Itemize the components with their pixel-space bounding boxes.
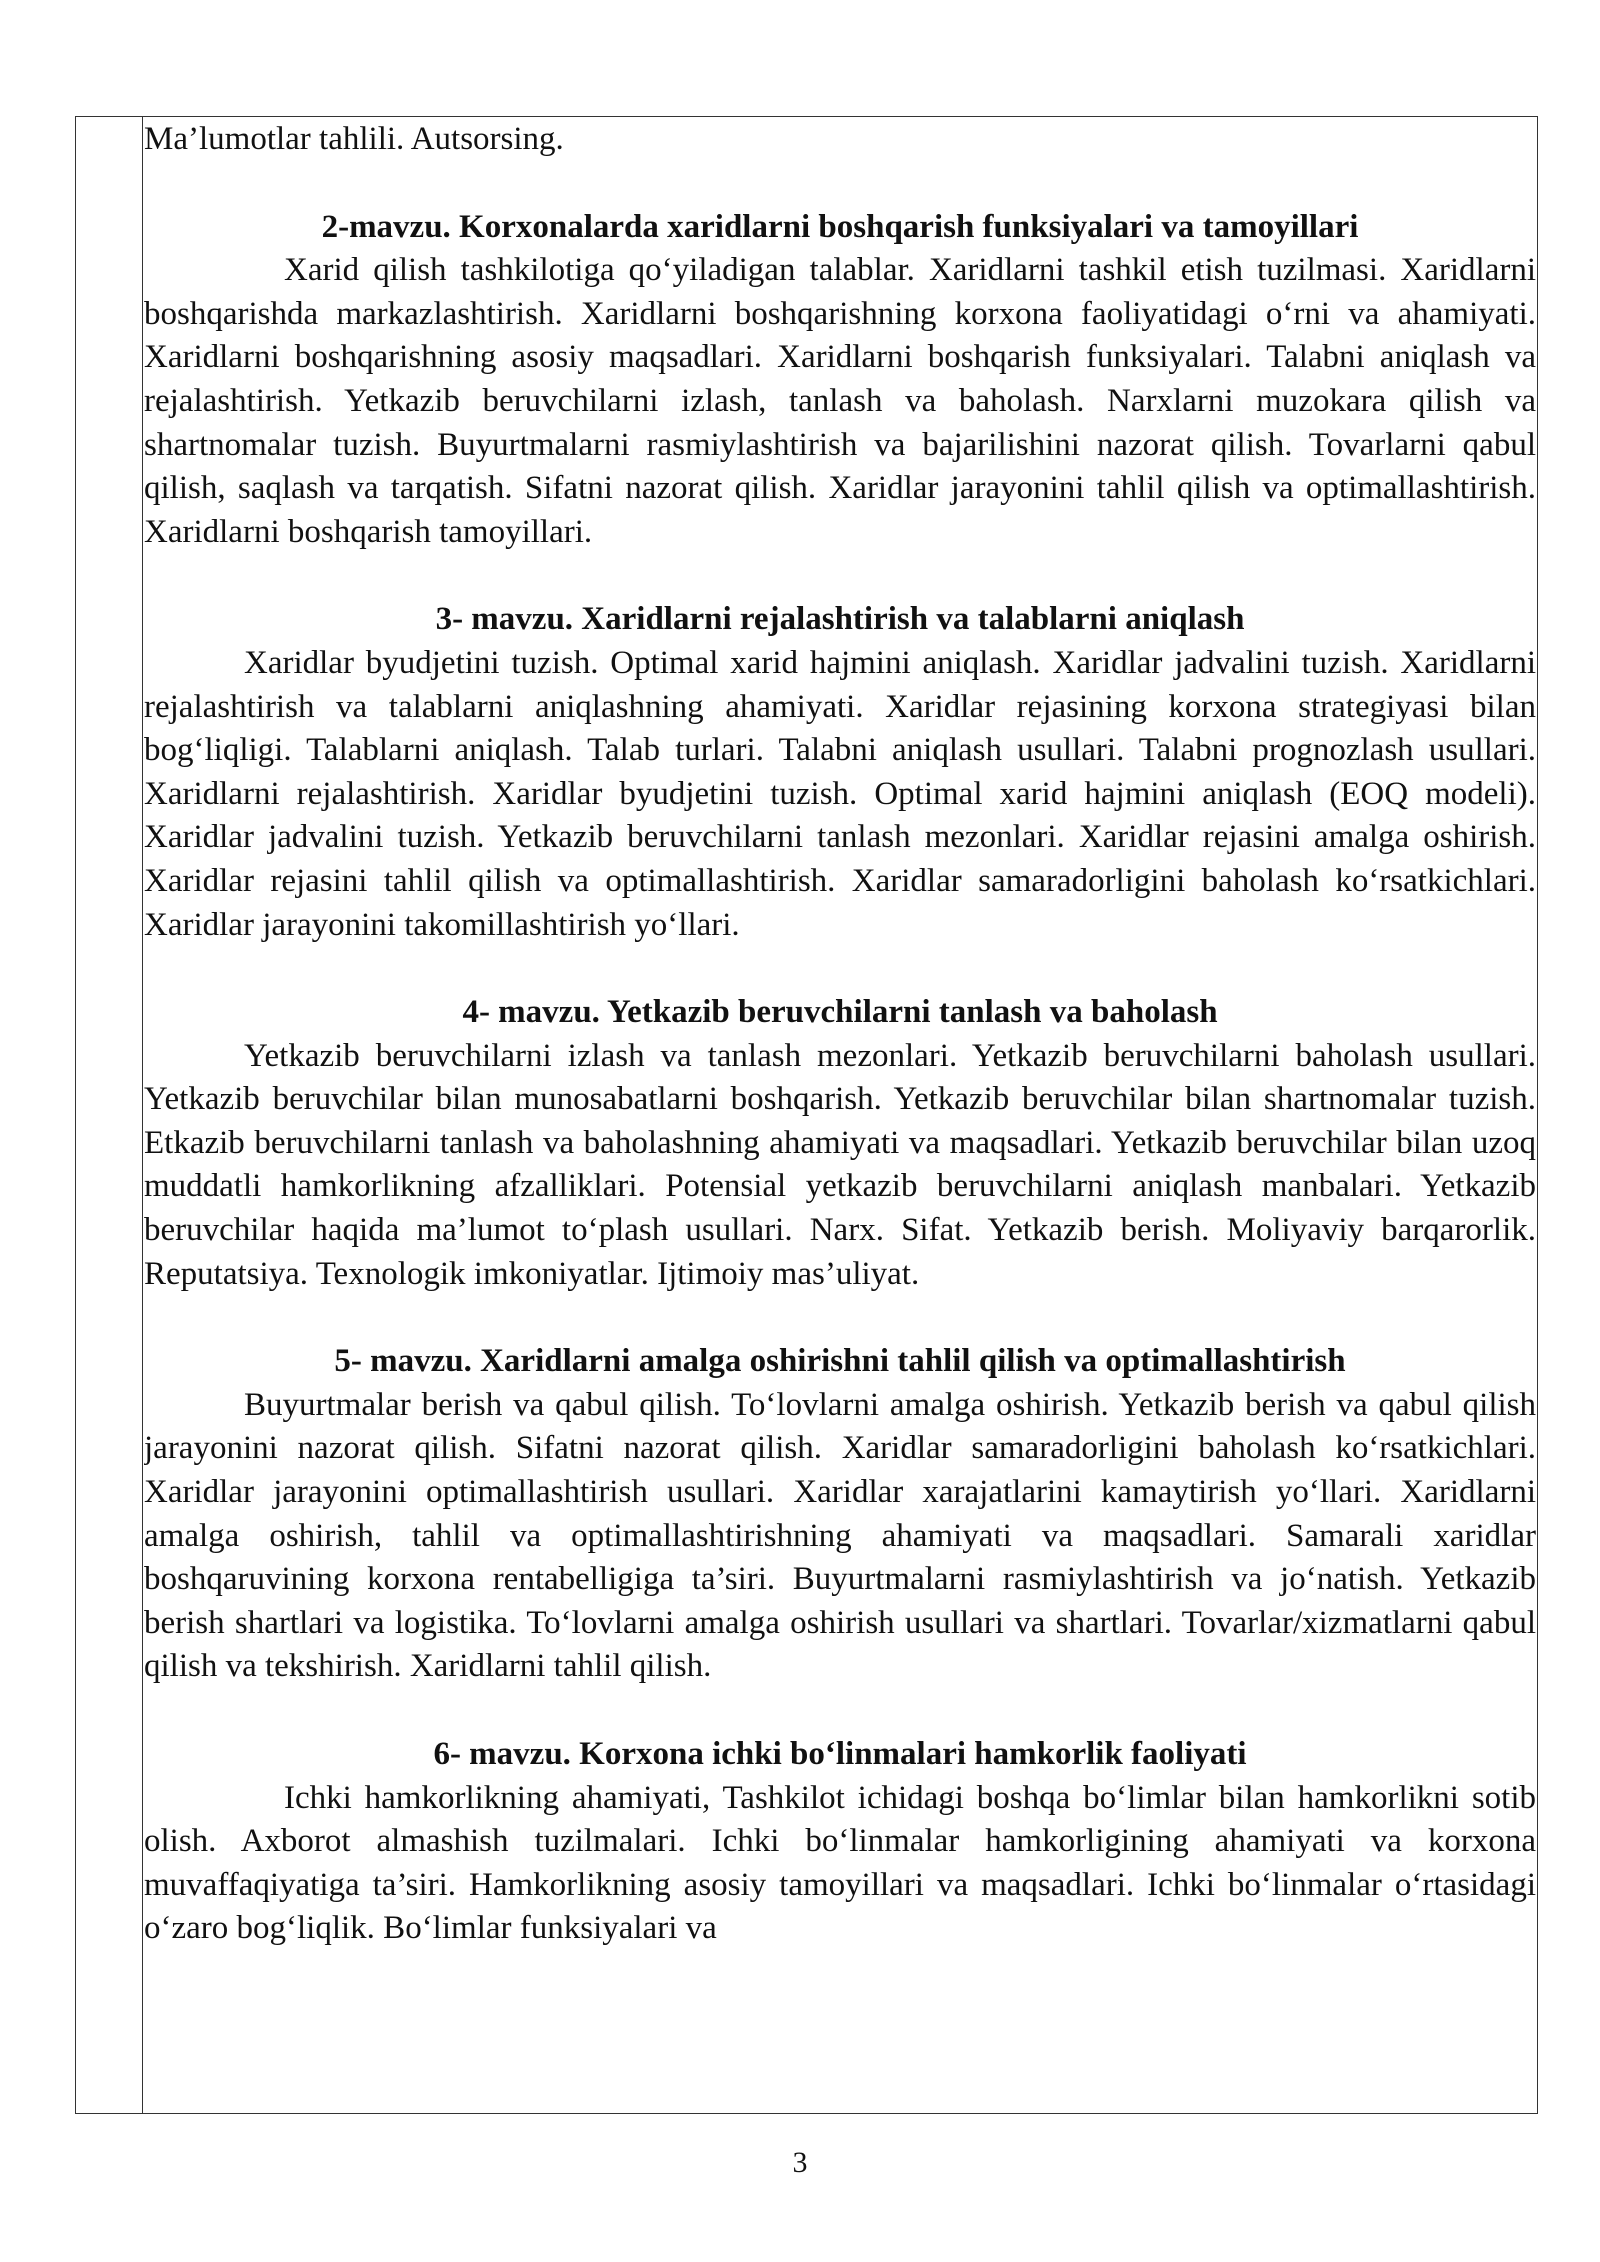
section-body-4: Yetkazib beruvchilarni izlash va tanlash mezonlari. Yetkazib beruvchilarni baholash usullari. Yetkazib beruvchilar bilan munosabatlarni boshqarish. Yetkazib beruvchilar bilan shartnomalar tuzish. Etkazib beruvchilarni tanlash va baholashning ahamiyati va maqsadlari. Yetkazib beruvchilar bilan uzoq muddatli hamkorlikning afzalliklari. Potensial yetkazib beruvchilarni aniqlash manbalari. Yetkazib beruvchilar haqida ma’lumot to‘plash usullari. Narx. Sifat. Yetkazib berish. Moliyaviy barqarorlik. Reputatsiya. Texnologik imkoniyatlar. Ijtimoiy mas’uliyat. — [144, 1037, 1536, 1292]
table-content-cell — [144, 118, 1536, 2112]
section-body-3: Xaridlar byudjetini tuzish. Optimal xarid hajmini aniqlash. Xaridlar jadvalini tuzish. Xaridlarni rejalashtirish va talablarni aniqlashning ahamiyati. Xaridlar rejasining korxona strategiyasi bilan bog‘liqligi. Talablarni aniqlash. Talab turlari. Talabni aniqlash usullari. Talabni prognozlash usullari. Xaridlarni rejalashtirish. Xaridlar byudjetini tuzish. Optimal xarid hajmini aniqlash (EOQ modeli). Xaridlar jadvalini tuzish. Yetkazib beruvchilarni tanlash mezonlari. Xaridlar rejasini amalga oshirish. Xaridlar rejasini tahlil qilish va optimallashtirish. Xaridlar samaradorligini baholash ko‘rsatkichlari. Xaridlar jarayonini takomillashtirish yo‘llari. — [144, 644, 1536, 943]
section-body-5: Buyurtmalar berish va qabul qilish. To‘lovlarni amalga oshirish. Yetkazib berish va qabul qilish jarayonini nazorat qilish. Sifatni nazorat qilish. Xaridlar samaradorligini baholash ko‘rsatkichlari. Xaridlar jarayonini optimallashtirish usullari. Xaridlar xarajatlarini kamaytirish yo‘llari. Xaridlarni amalga oshirish, tahlil va optimallashtirishning ahamiyati va maqsadlari. Samarali xaridlar boshqaruvining korxona rentabelligiga ta’siri. Buyurtmalarni rasmiylashtirish va jo‘natish. Yetkazib berish shartlari va logistika. To‘lovlarni amalga oshirish usullari va shartlari. Tovarlar/xizmatlarni qabul qilish va tekshirish. Xaridlarni tahlil qilish. — [144, 1386, 1536, 1685]
section-body-2: Xarid qilish tashkilotiga qo‘yiladigan talablar. Xaridlarni tashkil etish tuzilmasi. Xaridlarni boshqarishda markazlashtirish. Xaridlarni boshqarishning korxona faoliyatidagi o‘rni va ahamiyati. Xaridlarni boshqarishning asosiy maqsadlari. Xaridlarni boshqarish funksiyalari. Talabni aniqlash va rejalashtirish. Yetkazib beruvchilarni izlash, tanlash va baholash. Narxlarni muzokara qilish va shartnomalar tuzish. Buyurtmalarni rasmiylashtirish va bajarilishini nazorat qilish. Tovarlarni qabul qilish, saqlash va tarqatish. Sifatni nazorat qilish. Xaridlar jarayonini tahlil qilish va optimallashtirish. Xaridlarni boshqarish tamoyillari. — [144, 252, 1536, 550]
section-title-3: 3- mavzu. Xaridlarni rejalashtirish va talablarni aniqlash — [435, 601, 1245, 638]
section-title-2: 2-mavzu. Korxonalarda xaridlarni boshqarish funksiyalari va tamoyillari — [321, 208, 1359, 245]
section-title-4: 4- mavzu. Yetkazib beruvchilarni tanlash va baholash — [462, 994, 1218, 1031]
page-number: 3 — [792, 2146, 808, 2179]
column-divider — [142, 116, 143, 2114]
section-title-5: 5- mavzu. Xaridlarni amalga oshirishni tahlil qilish va optimallashtirish — [334, 1343, 1346, 1380]
section-title-6: 6- mavzu. Korxona ichki bo‘linmalari hamkorlik faoliyati — [433, 1736, 1247, 1772]
intro-line: Ma’lumotlar tahlili. Autsorsing. — [144, 121, 564, 157]
section-body-6: Ichki hamkorlikning ahamiyati, Tashkilot ichidagi boshqa bo‘limlar bilan hamkorlikni sotib olish. Axborot almashish tuzilmalari. Ichki bo‘linmalar hamkorligining ahamiyati va korxona muvaffaqiyatiga ta’siri. Hamkorlikning asosiy tamoyillari va maqsadlari. Ichki bo‘linmalar o‘rtasidagi o‘zaro bog‘liqlik. Bo‘limlar funksiyalari va — [144, 1779, 1536, 1947]
